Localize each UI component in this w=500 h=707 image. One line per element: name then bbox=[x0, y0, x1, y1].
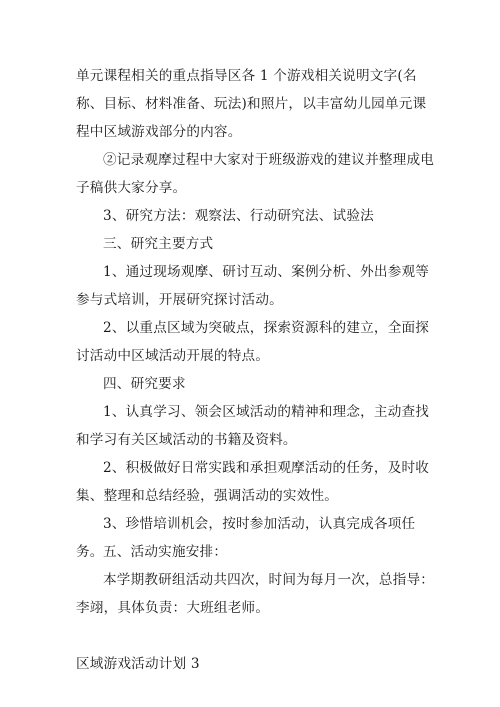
paragraph-approach-1: 1、通过现场观摩、研讨互动、案例分析、外出参观等参与式培训，开展研究探讨活动。 bbox=[76, 264, 430, 308]
paragraph-approach-2: 2、以重点区域为突破点，探索资源科的建立，全面探讨活动中区域活动开展的特点。 bbox=[76, 320, 430, 364]
paragraph-requirement-2: 2、积极做好日常实践和承担观摩活动的任务，及时收集、整理和总结经验，强调活动的实效性。 bbox=[76, 460, 430, 504]
paragraph-unit-course: 单元课程相关的重点指导区各 1 个游戏相关说明文字(名称、目标、材料准备、玩法)和照片，以丰富幼儿园单元课程中区域游戏部分的内容。 bbox=[76, 68, 427, 140]
heading-activity-schedule: 五、活动实施安排： bbox=[103, 544, 228, 560]
heading-research-requirements: 四、研究要求 bbox=[103, 376, 186, 392]
paragraph-record-suggestions: ②记录观摩过程中大家对于班级游戏的建议并整理成电子稿供大家分享。 bbox=[76, 152, 435, 196]
paragraph-research-methods: 3、研究方法：观察法、行动研究法、试验法 bbox=[103, 208, 374, 224]
heading-research-approach: 三、研究主要方式 bbox=[103, 236, 214, 252]
paragraph-schedule-detail: 本学期教研组活动共四次，时间为每月一次，总指导：李翊，具体负责：大班组老师。 bbox=[76, 572, 435, 616]
paragraph-requirement-3: 3、珍惜培训机会，按时参加活动，认真完成各项任务。 bbox=[76, 516, 416, 560]
section-title: 区域游戏活动计划 3 bbox=[76, 656, 200, 672]
paragraph-requirement-1: 1、认真学习、领会区域活动的精神和理念，主动查找和学习有关区域活动的书籍及资料。 bbox=[76, 404, 430, 448]
